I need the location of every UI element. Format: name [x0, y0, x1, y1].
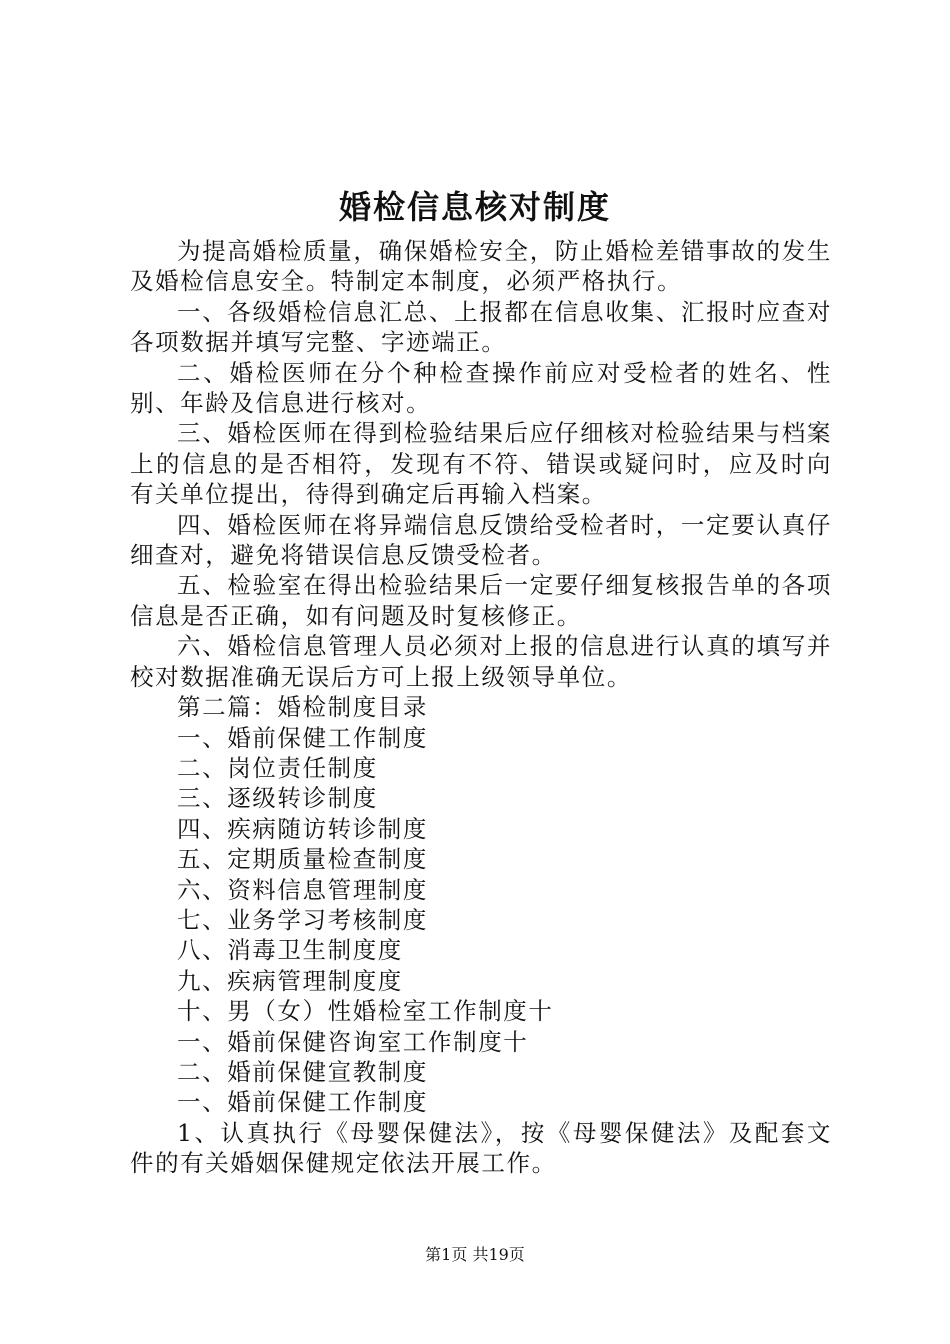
- paragraph-final: 1、认真执行《母婴保健法》，按《母婴保健法》及配套文件的有关婚姻保健规定依法开展工作。: [130, 1118, 832, 1178]
- toc-heading: 第二篇：婚检制度目录: [177, 693, 428, 722]
- toc-item: 五、定期质量检查制度: [177, 845, 428, 874]
- toc-item: 六、资料信息管理制度: [177, 875, 428, 904]
- paragraph-rule-4: 四、婚检医师在将异端信息反馈给受检者时，一定要认真仔细查对，避免将错误信息反馈受检者。: [130, 510, 832, 570]
- toc-item: 十、男（女）性婚检室工作制度十: [177, 997, 554, 1026]
- paragraph-rule-5: 五、检验室在得出检验结果后一定要仔细复核报告单的各项信息是否正确，如有问题及时复核修正。: [130, 571, 832, 630]
- document-title: 婚检信息核对制度: [338, 188, 611, 226]
- toc-item: 二、婚前保健宣教制度: [177, 1057, 428, 1086]
- toc-item: 八、消毒卫生制度度: [177, 936, 403, 965]
- paragraph-rule-3: 三、婚检医师在得到检验结果后应仔细核对检验结果与档案上的信息的是否相符，发现有不符、错误或疑问时，应及时向有关单位提出，待得到确定后再输入档案。: [130, 419, 832, 509]
- toc-item: 七、业务学习考核制度: [177, 905, 428, 934]
- toc-item: 九、疾病管理制度度: [177, 966, 403, 995]
- document-body: [130, 236, 832, 1179]
- paragraph-rule-6: 六、婚检信息管理人员必须对上报的信息进行认真的填写并校对数据准确无误后方可上报上级领导单位。: [130, 632, 832, 691]
- toc-item: 一、婚前保健咨询室工作制度十: [177, 1027, 529, 1056]
- paragraph-intro: 为提高婚检质量，确保婚检安全，防止婚检差错事故的发生及婚检信息安全。特制定本制度，必须严格执行。: [130, 237, 832, 296]
- paragraph-rule-1: 一、各级婚检信息汇总、上报都在信息收集、汇报时应查对各项数据并填写完整、字迹端正。: [130, 297, 832, 357]
- paragraph-rule-2: 二、婚检医师在分个种检查操作前应对受检者的姓名、性别、年龄及信息进行核对。: [130, 358, 832, 418]
- toc-item: 三、逐级转诊制度: [177, 784, 378, 813]
- toc-item: 一、婚前保健工作制度: [177, 723, 428, 752]
- page-footer: 第1页 共19页: [425, 1245, 525, 1264]
- toc-item: 四、疾病随访转诊制度: [177, 814, 428, 843]
- toc-item: 一、婚前保健工作制度: [177, 1088, 428, 1117]
- toc-item: 二、岗位责任制度: [177, 753, 378, 782]
